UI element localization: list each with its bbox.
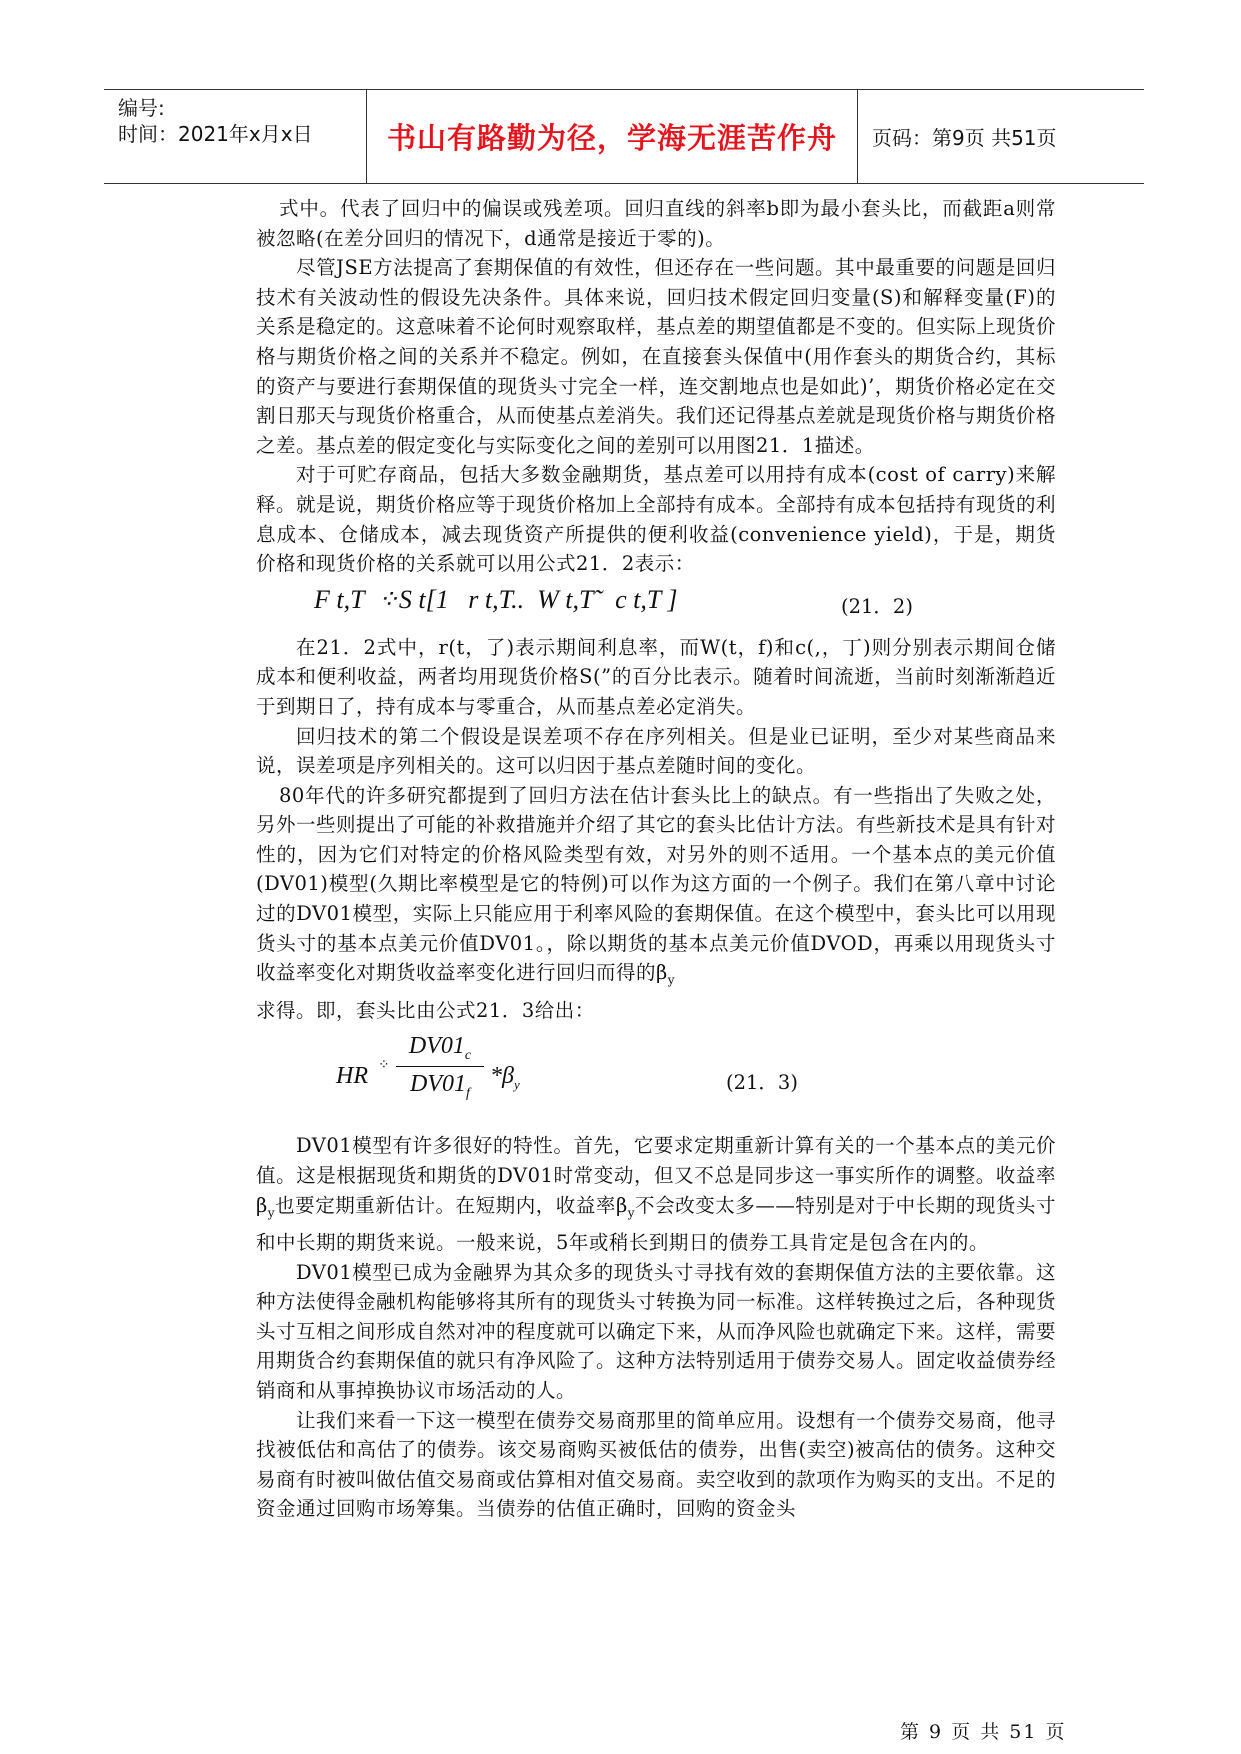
paragraph: 对于可贮存商品，包括大多数金融期货，基点差可以用持有成本(cost of carry)来解释。就是说，期货价格应等于现货价格加上全部持有成本。全部持有成本包括持有现货的利息成本、仓储成本，减去现货资产所提供的便利收益(convenience yield)，于是，期货价格和现货价格的关系就可以用公式21．2表示：	[256, 463, 1057, 576]
document-number-label: 编号:	[118, 96, 165, 120]
header-page-cell	[858, 90, 1144, 183]
equation-21-2	[256, 579, 1056, 633]
equation-formula: F t,T ⁘S t[1 r t,T.. W t,T˜ c t,T ]	[314, 584, 678, 614]
equation-rhs	[490, 1063, 520, 1093]
denominator-base: DV01	[410, 1071, 467, 1098]
paragraph: 让我们来看一下这一模型在债券交易商那里的简单应用。设想有一个债券交易商，他寻找被低估和高估了的债券。该交易商购买被低估的债券，出售(卖空)被高估的债务。这种交易商有时被叫做估值交易商或估算相对值交易商。卖空收到的款项作为购买的支出。不足的资金通过回购市场筹集。当债券的估值正确时，回购的资金头	[256, 1408, 1057, 1521]
paragraph	[256, 781, 1056, 996]
equation-number: (21．3)	[726, 1071, 798, 1095]
document-time: 时间：2021年x月x日	[118, 122, 313, 146]
paragraph: 回归技术的第二个假设是误差项不存在序列相关。但是业已证明，至少对某些商品来说，误差项是序列相关的。这可以归因于基点差随时间的变化。	[256, 724, 1056, 778]
motto: 书山有路勤为径，学海无涯苦作舟	[386, 121, 837, 155]
page-code: 页码：第9页 共51页	[872, 126, 1057, 150]
paragraph-text-tail: 不会改变太多——特别是对于中长期的现货头寸和中长期的期货来说。一般来说，5年或稍长到期日的债券工具肯定是包含在内的。	[256, 1193, 1056, 1254]
paragraph-text: DV01模型有许多很好的特性。首先，它要求定期重新计算有关的一个基本点的美元价值。这是根据现货和期货的DV01时常变动，但又不总是同步这一事实所作的调整。收益率β	[256, 1134, 1056, 1217]
document-body	[256, 194, 1056, 1524]
equation-lhs: HR	[336, 1063, 368, 1090]
paragraph-text-mid: 也要定期重新估计。在短期内，收益率β	[275, 1193, 628, 1217]
beta-subscript: y	[267, 1205, 276, 1220]
equation-21-3	[256, 1031, 1056, 1127]
paragraph: 在21．2式中，r(t，了)表示期间利息率，而W(t，f)和c(,，丁)则分别表示期间仓储成本和便利收益，两者均用现货价格S(”的百分比表示。随着时间流逝，当前时刻渐渐趋近于到期日了，持有成本与零重合，从而基点差必定消失。	[256, 635, 1056, 718]
denominator-subscript: f	[466, 1085, 470, 1101]
equation-number: (21．2)	[841, 594, 913, 618]
fraction-denominator	[396, 1067, 484, 1102]
paragraph: 尽管JSE方法提高了套期保值的有效性，但还存在一些问题。其中最重要的问题是回归技术有关波动性的假设先决条件。具体来说，回归技术假定回归变量(S)和解释变量(F)的关系是稳定的。这意味着不论何时观察取样，基点差的期望值都是不变的。但实际上现货价格与期货价格之间的关系并不稳定。例如，在直接套头保值中(用作套头的期货合约，其标的资产与要进行套期保值的现货头寸完全一样，连交割地点也是如此)’，期货价格必定在交割日那天与现货价格重合，从而使基点差消失。我们还记得基点差就是现货价格与期货价格之差。基点差的假定变化与实际变化之间的差别可以用图21．1描述。	[256, 256, 1057, 457]
header-meta	[104, 90, 366, 183]
equation-fraction	[396, 1033, 484, 1102]
numerator-base: DV01	[408, 1033, 465, 1060]
rhs-base: *β	[490, 1063, 514, 1090]
paragraph-text: 80年代的许多研究都提到了回归方法在估计套头比上的缺点。有一些指出了失败之处，另外一些则提出了可能的补救措施并介绍了其它的套头比估计方法。有些新技术是具有针对性的，因为它们对特定的价格风险类型有效，对另外的则不适用。一个基本点的美元价值(DV01)模型(久期比率模型是它的特例)可以作为这方面的一个例子。我们在第八章中讨论过的DV01模型，实际上只能应用于利率风险的套期保值。在这个模型中，套头比可以用现货头寸的基本点美元价值DV01。，除以期货的基本点美元价值DVOD，再乘以用现货头寸收益率变化对期货收益率变化进行回归而得的β	[256, 783, 1057, 985]
paragraph: 求得。即，套头比由公式21．3给出：	[256, 998, 595, 1022]
beta-subscript: y	[667, 973, 676, 988]
paragraph: 式中。代表了回归中的偏误或残差项。回归直线的斜率b即为最小套头比，而截距a则常被忽略(在差分回归的情况下，d通常是接近于零的)。	[256, 197, 1056, 250]
beta-subscript: y	[627, 1205, 635, 1220]
page-footer: 第 9 页 共 51 页	[900, 1721, 1067, 1743]
paragraph	[256, 1131, 1056, 1257]
numerator-subscript: c	[464, 1048, 472, 1064]
header-motto-cell	[366, 90, 858, 183]
fraction-numerator	[396, 1033, 484, 1067]
equation-symbol: ⁘	[378, 1057, 390, 1074]
page-header	[104, 89, 1144, 184]
rhs-subscript: y	[513, 1077, 520, 1093]
paragraph: DV01模型已成为金融界为其众多的现货头寸寻找有效的套期保值方法的主要依靠。这种方法使得金融机构能够将其所有的现货头寸转换为同一标准。这样转换过之后，各种现货头寸互相之间形成自然对冲的程度就可以确定下来，从而净风险也就确定下来。这样，需要用期货合约套期保值的就只有净风险了。这种方法特别适用于债券交易人。固定收益债券经销商和从事掉换协议市场活动的人。	[256, 1260, 1057, 1402]
